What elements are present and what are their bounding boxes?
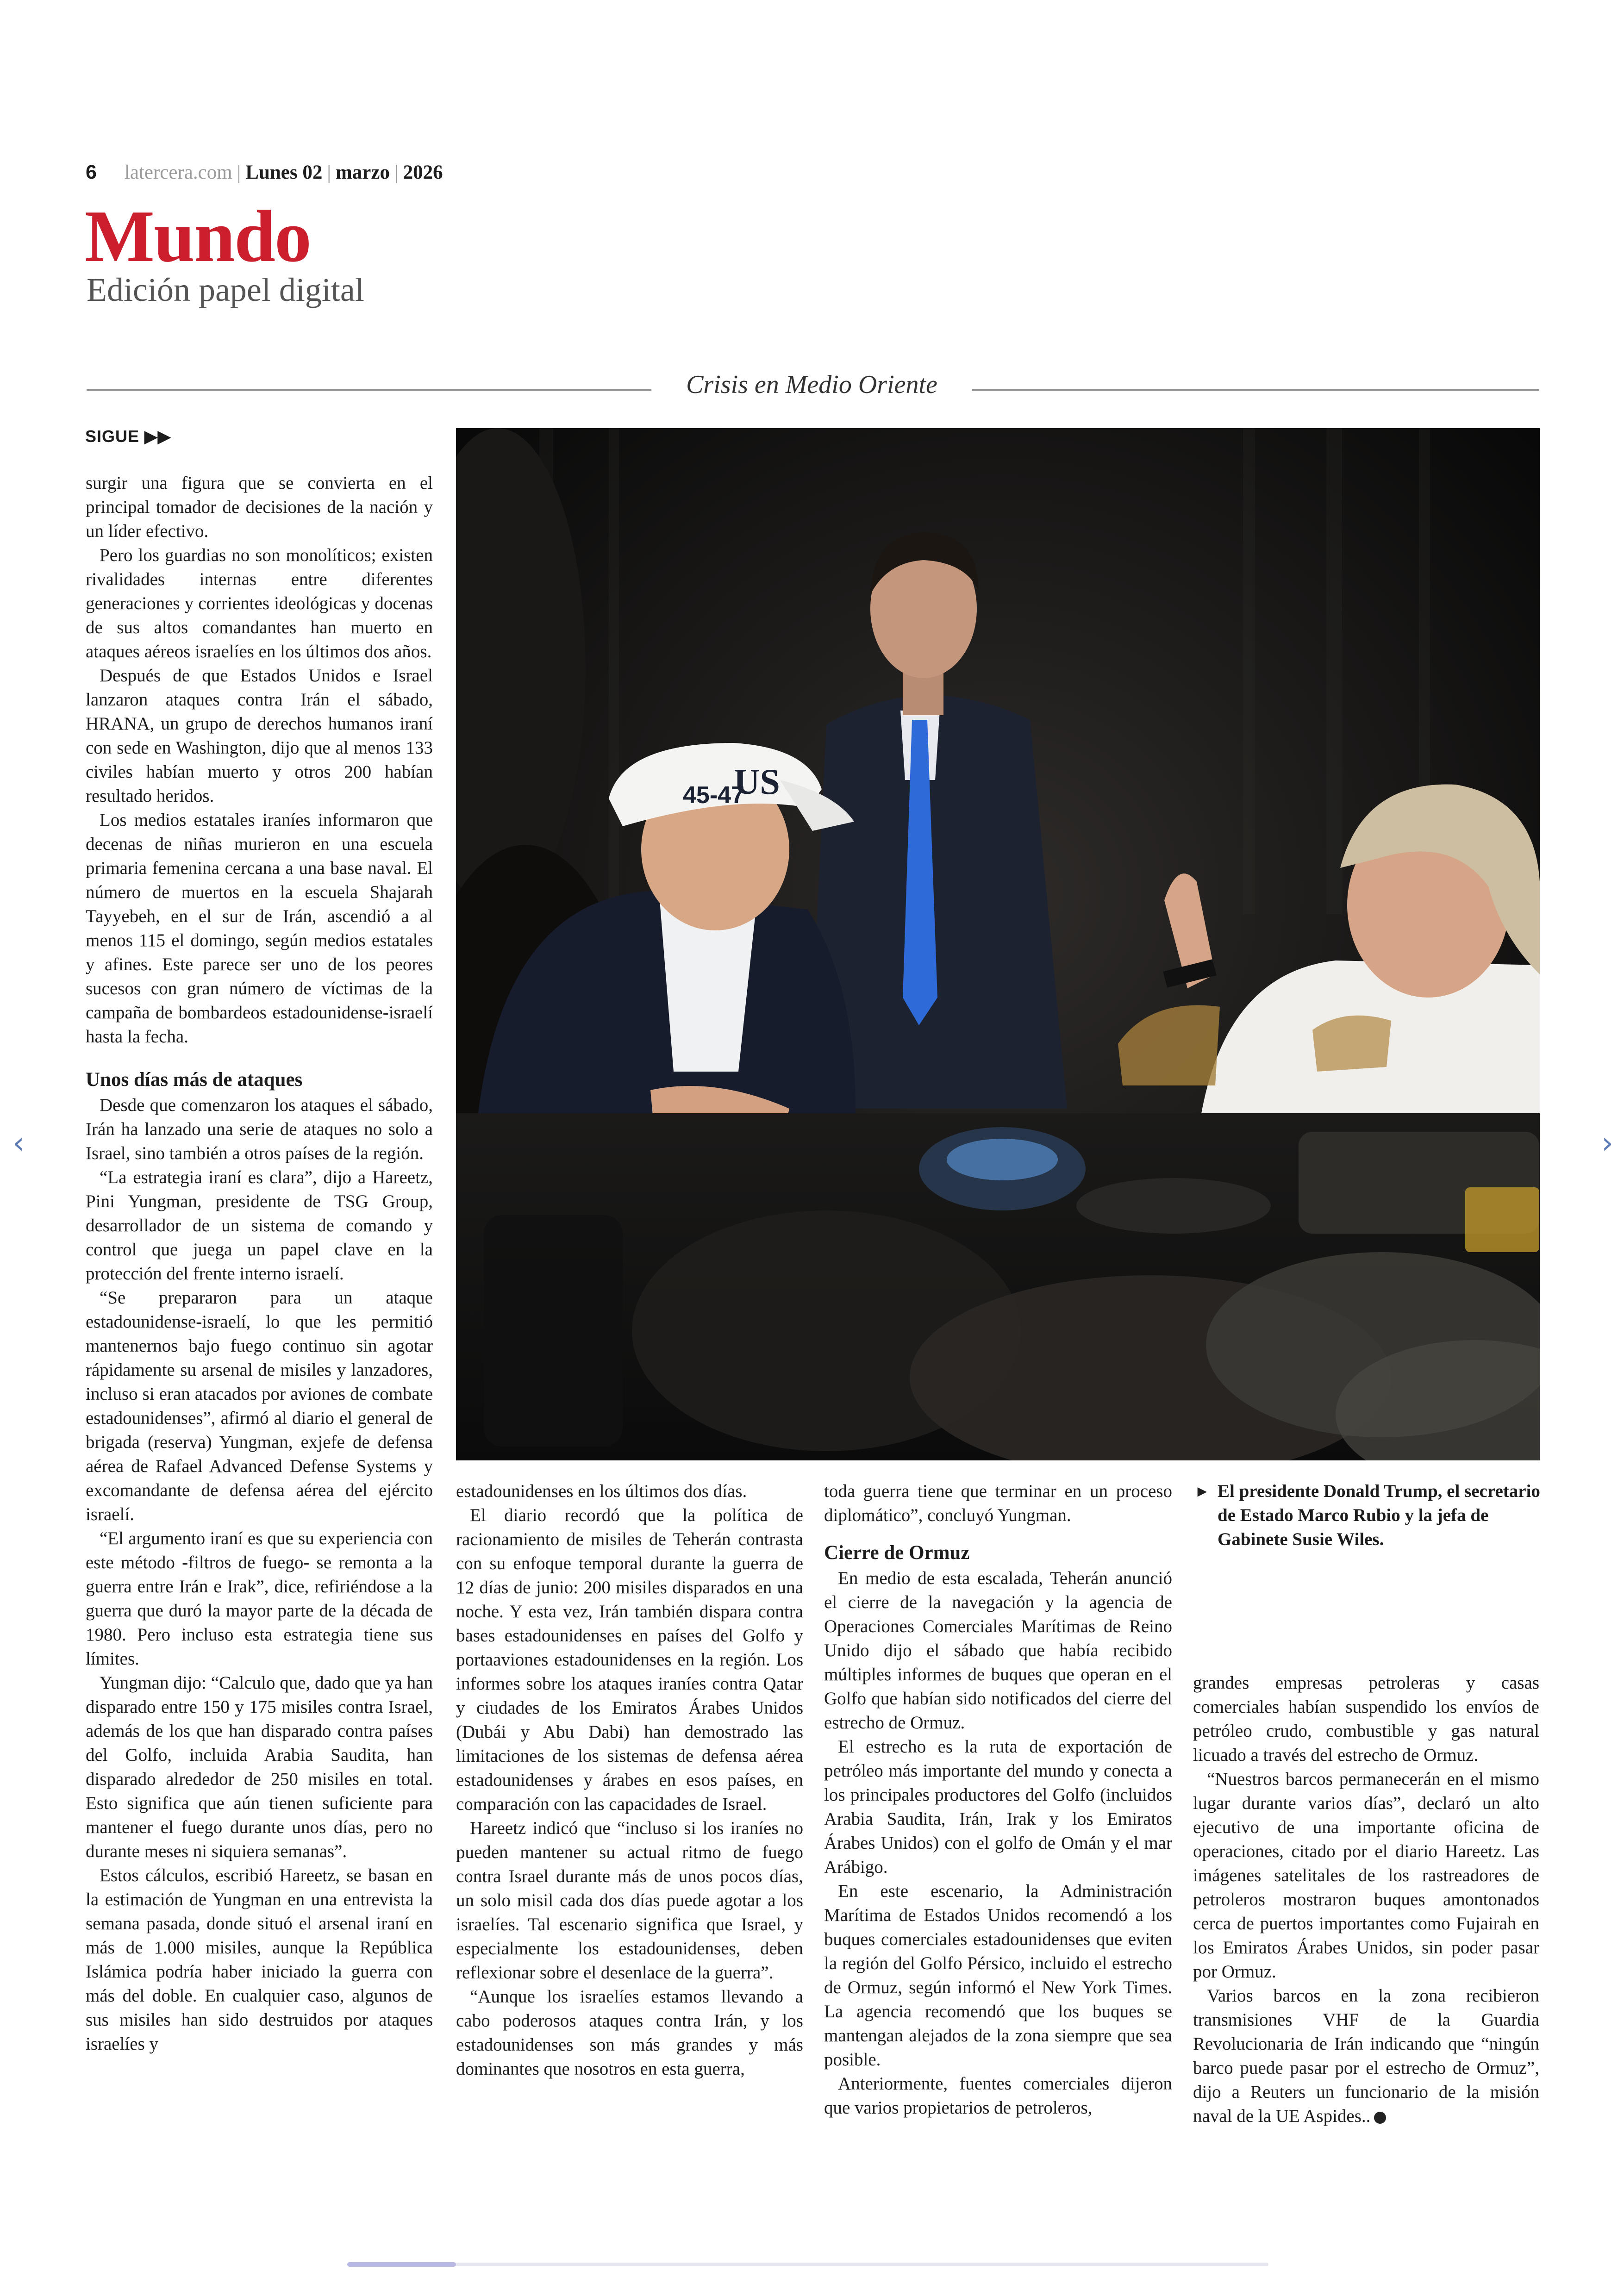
paragraph: toda guerra tiene que terminar en un proceso diplomático”, concluyó Yungman. [824,1481,1172,1525]
subheading: Cierre de Ormuz [824,1542,970,1564]
header-year: 2026 [403,162,443,183]
section-title: Mundo [85,195,311,277]
end-of-article-icon [1374,2112,1386,2124]
subheading: Unos días más de ataques [86,1069,303,1091]
previous-page-button[interactable]: ‹ [12,1126,25,1160]
article-column-4 [1193,1671,1539,2128]
photo-illustration [456,428,1540,1460]
divider: | [394,162,399,183]
cap-lettering-front: 45-47 [683,782,744,809]
paragraph: “Nuestros barcos permanecerán en el mismo lugar durante varios días”, declaró un alto ejecutivo de una importante oficina de operaciones, citado por el diario Hareetz. Las imágenes satelitales de los rastreadores de petroleros mostraron buques amontonados cerca de puertos importantes como Fujairah en los Emiratos Árabes Unidos, sin poder pasar por Ormuz. [1193,1769,1539,1982]
article-photo [456,428,1540,1460]
paragraph: surgir una figura que se convierta en el principal tomador de decisiones de la nación y un líder efectivo. [86,473,433,541]
page-scroll-thumb[interactable] [347,2262,456,2267]
paragraph: En medio de esta escalada, Teherán anunció el cierre de la navegación y la agencia de Operaciones Comerciales Marítimas de Reino Unido dijo el sábado que había recibido múltiples informes de buques que operan en el Golfo que habían sido notificados del cierre del estrecho de Ormuz. [824,1568,1172,1733]
paragraph: “Aunque los israelíes estamos llevando a cabo poderosos ataques contra Irán, y los estadounidenses son más grandes y más dominantes que nosotros en esta guerra, [456,1987,803,2079]
next-page-button[interactable]: › [1601,1126,1613,1160]
cap-lettering-side: US [734,761,780,802]
site-name: latercera.com [124,162,232,183]
continued-label: SIGUE ▶▶ [85,427,171,446]
paragraph: Estos cálculos, escribió Hareetz, se basan en la estimación de Yungman en una entrevista la semana pasada, donde situó el arsenal iraní en más de 1.000 misiles, aunque la República Islámica podría haber iniciado la guerra con más del doble. En cualquier caso, algunos de sus misiles han sido destruidos por ataques israelíes y [86,1865,433,2054]
paragraph: Anteriormente, fuentes comerciales dijeron que varios propietarios de petroleros, [824,2074,1172,2118]
paragraph: El diario recordó que la política de racionamiento de misiles de Teherán contrasta con su enfoque temporal durante la guerra de 12 días de junio: 200 misiles disparados en una noche. Y esta vez, Irán también dispara contra bases estadounidenses en países del Golfo y portaaviones estadounidenses en la región. Los informes sobre los ataques iraníes contra Qatar y ciudades de los Emiratos Árabes Unidos (Dubái y Abu Dabi) han demostrado las limitaciones de los sistemas de defensa aérea estadounidenses y árabes en esos países, en comparación con las capacidades de Israel. [456,1505,803,1814]
paragraph: Yungman dijo: “Calculo que, dado que ya han disparado entre 150 y 175 misiles contra Israel, además de los que han disparado contra países del Golfo, incluida Arabia Saudita, han disparado alrededor de 250 misiles en total. Esto significa que aún tienen suficiente para mantener el fuego durante unos días, pero no durante meses ni siquiera semanas”. [86,1673,433,1861]
paragraph: Después de que Estados Unidos e Israel lanzaron ataques contra Irán el sábado, HRANA, un grupo de derechos humanos iraní con sede en Washington, dijo que al menos 133 civiles habían muerto y otros 200 habían resultado heridos. [86,666,433,806]
paragraph: Hareetz indicó que “incluso si los iraníes no pueden mantener su actual ritmo de fuego contra Israel durante más de unos pocos días, un solo misil cada dos días puede agotar a los israelíes. Tal escenario significa que Israel, y especialmente los estadounidenses, deben reflexionar sobre el desenlace de la guerra”. [456,1818,803,1983]
page-scroll-track[interactable] [347,2263,1268,2266]
paragraph: “Se prepararon para un ataque estadounidense-israelí, lo que les permitió mantenernos bajo fuego continuo sin agotar rápidamente su arsenal de misiles y lanzadores, incluso si eran atacados por aviones de combate estadounidenses”, afirmó al diario el general de brigada (reserva) Yungman, exjefe de defensa aérea de Rafael Advanced Defense Systems y excomandante de defensa aérea del ejército israelí. [86,1288,433,1524]
header-day: Lunes 02 [245,162,323,183]
rubric-title: Crisis en Medio Oriente [686,370,937,399]
paragraph: Pero los guardias no son monolíticos; existen rivalidades internas entre diferentes generaciones y corrientes ideológicas y docenas de sus altos comandantes han muerto en ataques aéreos israelíes en los últimos dos años. [86,545,433,661]
rubric-rule-left [87,389,651,391]
paragraph: Los medios estatales iraníes informaron que decenas de niñas murieron en una escuela primaria femenina cercana a una base naval. El número de muertos en la escuela Shajarah Tayyebeh, en el sur de Irán, ascendió a al menos 115 el domingo, según medios estatales y afines. Este parece ser uno de los peores sucesos con gran número de víctimas de la campaña de bombardeos estadounidense-israelí hasta la fecha. [86,810,433,1047]
paragraph: Desde que comenzaron los ataques el sábado, Irán ha lanzado una serie de ataques no solo a Israel, sino también a otros países de la región. [86,1095,433,1163]
page-number: 6 [86,161,97,183]
paragraph: grandes empresas petroleras y casas comerciales habían suspendido los envíos de petróleo crudo, combustible y gas natural licuado a través del estrecho de Ormuz. [1193,1673,1539,1765]
paragraph: estadounidenses en los últimos dos días. [456,1481,747,1501]
divider: | [327,162,331,183]
article-column-2 [456,1479,803,2081]
rubric-rule-right [972,389,1539,391]
header-dateline [86,161,443,184]
paragraph: En este escenario, la Administración Marítima de Estados Unidos recomendó a los buques comerciales estadounidenses que eviten la región del Golfo Pérsico, incluido el estrecho de Ormuz, según informó el New York Times. La agencia recomendó que los buques se mantengan alejados de la zona siempre que sea posible. [824,1881,1172,2070]
paragraph: El estrecho es la ruta de exportación de petróleo más importante del mundo y conecta a los principales productores del Golfo (incluidos Arabia Saudita, Irán, Irak y los Emiratos Árabes Unidos) con el golfo de Omán y el mar Arábigo. [824,1737,1172,1877]
caption-marker-icon: ► [1194,1483,1210,1500]
photo-caption: El presidente Donald Trump, el secretario de Estado Marco Rubio y la jefa de Gabinete Susie Wiles. [1218,1481,1540,1549]
header-month: marzo [335,162,390,183]
section-subtitle: Edición papel digital [87,271,364,308]
paragraph: “La estrategia iraní es clara”, dijo a Hareetz, Pini Yungman, presidente de TSG Group, desarrollador de un sistema de comando y control que juega un papel clave en la protección del frente interno israelí. [86,1167,433,1284]
paragraph [1193,1984,1539,2128]
article-column-3 [824,1479,1172,2120]
article-column-1 [86,471,433,2056]
paragraph: “El argumento iraní es que su experiencia con este método -filtros de fuego- se remonta a la guerra entre Irán e Irak”, dice, refiriéndose a la guerra que duró la mayor parte de la década de 1980. Pero incluso esta estrategia tiene sus límites. [86,1528,433,1669]
divider: | [237,162,241,183]
paragraph-text: Varios barcos en la zona recibieron transmisiones VHF de la Guardia Revolucionaria de Irán indicando que “ningún barco puede pasar por el estrecho de Ormuz”, dijo a Reuters un funcionario de la misión naval de la UE Aspides.. [1193,1986,1539,2126]
